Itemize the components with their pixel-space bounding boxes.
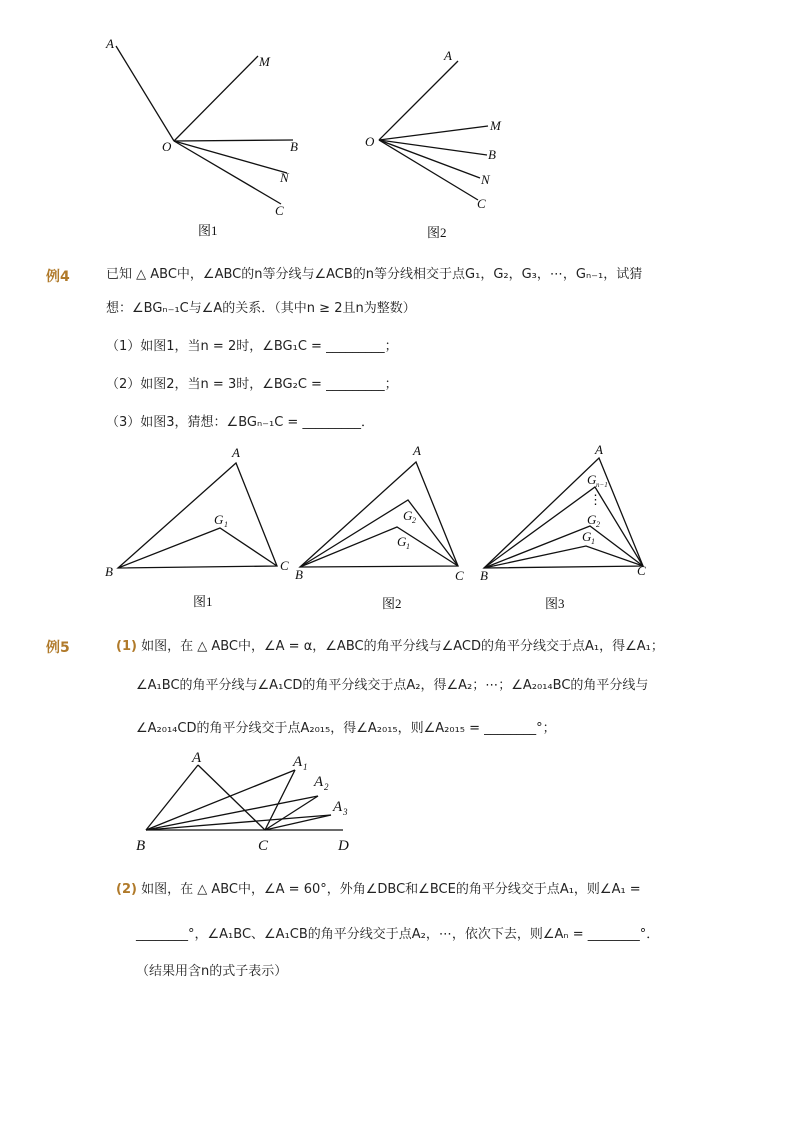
f3-label-gn-sub: n−1: [596, 481, 608, 489]
label-a-2: A: [444, 48, 452, 63]
f3-label-b: B: [480, 568, 488, 583]
caption-fig2: 图2: [427, 225, 447, 240]
f2-label-b: B: [295, 567, 303, 582]
f2-caption: 图2: [382, 596, 402, 611]
ex4-question-1: （1）如图1，当n = 2时，∠BG₁C = _________；: [106, 339, 398, 354]
fig5-label-a3: A: [333, 799, 343, 815]
f1-label-c: C: [280, 558, 289, 573]
f1-label-b: B: [105, 564, 113, 579]
ex5-part1-text: 如图，在 △ ABC中，∠A = α，∠ABC的角平分线与∠ACD的角平分线交于点A₁，得∠A₁；: [141, 639, 664, 654]
f2-label-g2-sub: 2: [412, 516, 416, 525]
fig5-label-d: D: [338, 838, 349, 854]
f3-label-gn: G: [587, 472, 597, 487]
f2-label-c: C: [455, 568, 464, 583]
fig5-label-a: A: [192, 750, 202, 766]
ex4-statement-line2: 想：∠BGₙ₋₁C与∠A的关系．（其中n ≥ 2且n为整数）: [106, 301, 416, 316]
seg-ba: [146, 765, 198, 830]
f2-label-g1-sub: 1: [406, 542, 410, 551]
label-o-2: O: [365, 134, 375, 149]
f3-label-g1: G: [582, 529, 592, 544]
ex5-part2-line3: （结果用含n的式子表示）: [136, 964, 288, 979]
f1-label-a: A: [232, 445, 240, 460]
ex5-part2-line2: ________°，∠A₁BC、∠A₁CB的角平分线交于点A₂，⋯，依次下去，则∠Aₙ = ________°．: [136, 927, 660, 942]
f1-label-g1-sub: 1: [224, 520, 228, 529]
ex5-part1-line3: ∠A₂₀₁₄CD的角平分线交于点A₂₀₁₅，得∠A₂₀₁₅，则∠A₂₀₁₅ = ________°；: [136, 721, 556, 736]
example-5-label: 例5: [46, 640, 70, 656]
label-b-2: B: [488, 147, 496, 162]
label-m: M: [259, 54, 270, 69]
f3-label-a: A: [595, 442, 603, 457]
ex4-question-2: （2）如图2，当n = 3时，∠BG₂C = _________；: [106, 377, 398, 392]
ex5-part2-line1: [116, 881, 641, 899]
label-m-2: M: [490, 118, 501, 133]
f3-label-g2-sub: 2: [596, 520, 600, 529]
f2-label-g1: G: [397, 534, 407, 549]
ex5-part1-number: (1): [116, 639, 137, 654]
label-o: O: [162, 139, 172, 154]
fig5-label-a1-sub: 1: [303, 762, 308, 772]
label-n-2: N: [481, 172, 490, 187]
fig5-label-a2: A: [314, 774, 324, 790]
fig5-label-c: C: [258, 838, 269, 854]
seg-ac: [198, 765, 265, 830]
fig5-label-a3-sub: 3: [343, 807, 348, 817]
f2-label-g2: G: [403, 508, 413, 523]
ex5-part1-line2: ∠A₁BC的角平分线与∠A₁CD的角平分线交于点A₂，得∠A₂；⋯；∠A₂₀₁₄BC的角平分线与: [136, 678, 649, 693]
label-b: B: [290, 139, 298, 154]
f1-caption: 图1: [193, 594, 213, 609]
f3-label-g2: G: [587, 512, 597, 527]
ex4-question-3: （3）如图3，猜想：∠BGₙ₋₁C = _________．: [106, 415, 374, 430]
fig5-label-b: B: [136, 838, 146, 854]
f3-label-g1-sub: 1: [591, 537, 595, 546]
ex4-statement-line1: 已知 △ ABC中，∠ABC的n等分线与∠ACB的n等分线相交于点G₁，G₂，G₃，⋯，Gₙ₋₁，试猜: [106, 267, 643, 282]
seg-ba3: [146, 815, 331, 830]
f1-label-g1: G: [214, 512, 224, 527]
label-n: N: [280, 170, 289, 185]
example-4-label: 例4: [46, 269, 70, 285]
fig5-label-a1: A: [293, 754, 303, 770]
f2-label-a: A: [413, 443, 421, 458]
f3-dots: ⋮: [589, 492, 602, 507]
seg-ba1: [146, 770, 295, 830]
label-a: A: [106, 36, 114, 51]
fig5-label-a2-sub: 2: [324, 782, 329, 792]
f3-label-c: C: [637, 563, 646, 578]
caption-fig1: 图1: [198, 223, 218, 238]
label-c-2: C: [477, 196, 486, 211]
f3-caption: 图3: [545, 596, 565, 611]
ex5-part2-text: 如图，在 △ ABC中，∠A = 60°，外角∠DBC和∠BCE的角平分线交于点A₁，则∠A₁ =: [141, 882, 641, 897]
ex5-part2-number: (2): [116, 882, 137, 897]
label-c: C: [275, 203, 284, 218]
